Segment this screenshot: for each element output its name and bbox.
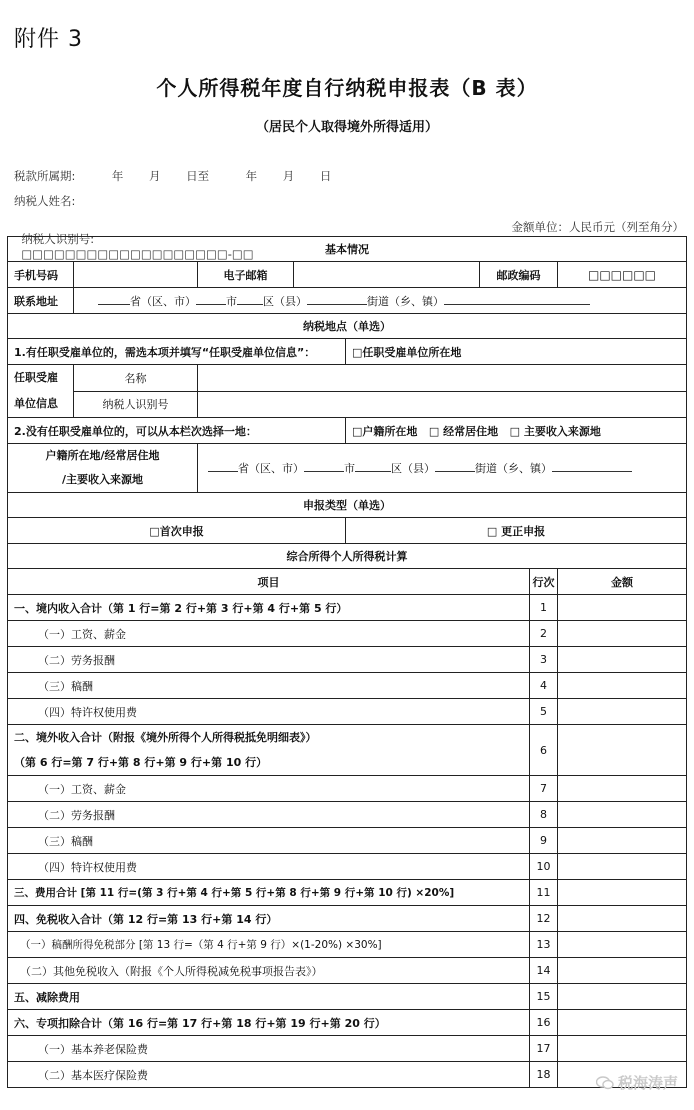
section-tax-place: 纳税地点（单选） [8, 314, 687, 339]
first-declaration-checkbox[interactable]: □首次申报 [8, 518, 346, 544]
place-options [346, 418, 687, 444]
table-row [8, 932, 687, 958]
place-city: 市 [344, 462, 355, 475]
taxpayer-id-label: 纳税人识别号: [21, 232, 95, 246]
calc-row-number: 17 [530, 1036, 558, 1062]
table-row [8, 958, 687, 984]
watermark [596, 1072, 678, 1093]
employer-id-label: 纳税人识别号 [74, 391, 198, 418]
section-basic: 基本情况 [8, 237, 687, 262]
calc-row-number: 18 [530, 1062, 558, 1088]
email-label: 电子邮箱 [198, 262, 294, 288]
amount-field[interactable] [558, 984, 687, 1010]
amount-field[interactable] [558, 906, 687, 932]
amount-field[interactable] [558, 595, 687, 621]
calc-row-number: 13 [530, 932, 558, 958]
col-amount-header: 金额 [558, 569, 687, 595]
calc-row-number: 6 [530, 725, 558, 776]
amount-field[interactable] [558, 1010, 687, 1036]
tax-period: 税款所属期: 年 月 日至 年 月 日 [14, 169, 332, 183]
watermark-text: 税海涛声 [617, 1074, 678, 1092]
calc-row-number: 16 [530, 1010, 558, 1036]
table-row [8, 906, 687, 932]
calc-row-number: 15 [530, 984, 558, 1010]
calc-item: （二）劳务报酬 [8, 802, 530, 828]
amount-field[interactable] [558, 725, 687, 776]
address-county: 区（县） [263, 294, 307, 308]
calc-item: 一、境内收入合计（第 1 行=第 2 行+第 3 行+第 4 行+第 5 行） [8, 595, 530, 621]
address-city: 市 [226, 294, 237, 308]
table-row [8, 880, 687, 906]
currency-unit: 金额单位：人民币元（列至角分） [511, 220, 684, 234]
address-street: 街道（乡、镇） [367, 294, 444, 308]
col-item-header: 项目 [8, 569, 530, 595]
calc-row-number: 5 [530, 699, 558, 725]
calc-item: （二）其他免税收入（附报《个人所得税减免税事项报告表》） [8, 958, 530, 984]
amount-field[interactable] [558, 880, 687, 906]
employer-name-label: 名称 [74, 365, 198, 392]
calc-row-number: 2 [530, 621, 558, 647]
table-row [8, 984, 687, 1010]
employer-info-label-line2: 单位信息 [14, 397, 58, 410]
address-field[interactable] [74, 288, 687, 314]
calc-item-line1: 二、境外收入合计（附报《境外所得个人所得税抵免明细表》） [14, 731, 317, 744]
amount-field[interactable] [558, 673, 687, 699]
table-row [8, 776, 687, 802]
amount-field[interactable] [558, 802, 687, 828]
calc-row-number: 3 [530, 647, 558, 673]
place-address-label-line1: 户籍所在地/经常居住地 [45, 449, 160, 462]
calc-item: （二）基本医疗保险费 [8, 1062, 530, 1088]
table-row [8, 621, 687, 647]
chat-bubble-icon [596, 1076, 614, 1090]
calc-row-number: 14 [530, 958, 558, 984]
place-street: 街道（乡、镇） [475, 462, 552, 475]
income-source-checkbox[interactable]: □ 主要收入来源地 [509, 424, 601, 438]
calc-item: （一）稿酬所得免税部分 [第 13 行=（第 4 行+第 9 行）×(1-20%) ×30%] [8, 932, 530, 958]
table-row [8, 647, 687, 673]
calc-row-number: 4 [530, 673, 558, 699]
employer-location-checkbox[interactable]: □任职受雇单位所在地 [346, 339, 687, 365]
table-row [8, 802, 687, 828]
table-row [8, 699, 687, 725]
household-checkbox[interactable]: □户籍所在地 [352, 424, 418, 438]
amount-field[interactable] [558, 621, 687, 647]
correction-declaration-checkbox[interactable]: □ 更正申报 [346, 518, 687, 544]
employer-info-label-line1: 任职受雇 [14, 371, 58, 384]
employer-id-field[interactable] [198, 391, 687, 418]
calc-item: 三、费用合计 [第 11 行=(第 3 行+第 4 行+第 5 行+第 8 行+第 9 行+第 10 行) ×20%] [8, 880, 530, 906]
place-province: 省（区、市） [238, 462, 304, 475]
calc-row-number: 7 [530, 776, 558, 802]
calc-row-number: 10 [530, 854, 558, 880]
table-row [8, 725, 687, 776]
section-declaration-type: 申报类型（单选） [8, 493, 687, 518]
amount-field[interactable] [558, 647, 687, 673]
section-tax-calc: 综合所得个人所得税计算 [8, 544, 687, 569]
calc-row-number: 1 [530, 595, 558, 621]
amount-field[interactable] [558, 1036, 687, 1062]
calc-item [8, 725, 530, 776]
place-question-1: 1.有任职受雇单位的，需选本项并填写“任职受雇单位信息”： [8, 339, 346, 365]
employer-info-label [8, 365, 74, 418]
calc-row-number: 9 [530, 828, 558, 854]
declaration-form-table [7, 236, 687, 1088]
place-question-2: 2.没有任职受雇单位的，可以从本栏次选择一地： [8, 418, 346, 444]
place-address-field[interactable] [198, 444, 687, 493]
taxpayer-name-label: 纳税人姓名: [14, 194, 76, 208]
phone-label: 手机号码 [8, 262, 74, 288]
place-county: 区（县） [391, 462, 435, 475]
calc-item: （四）特许权使用费 [8, 854, 530, 880]
table-row [8, 1062, 687, 1088]
address-province: 省（区、市） [130, 294, 196, 308]
calc-item: （四）特许权使用费 [8, 699, 530, 725]
table-row [8, 1036, 687, 1062]
amount-field[interactable] [558, 699, 687, 725]
taxpayer-id-boxes[interactable]: □□□□□□□□□□□□□□□□□□□-□□ [21, 247, 254, 261]
calc-row-number: 12 [530, 906, 558, 932]
table-row [8, 828, 687, 854]
calc-item: 五、减除费用 [8, 984, 530, 1010]
residence-checkbox[interactable]: □ 经常居住地 [428, 424, 499, 438]
calc-row-number: 11 [530, 880, 558, 906]
employer-name-field[interactable] [198, 365, 687, 392]
table-row [8, 595, 687, 621]
amount-field[interactable] [558, 828, 687, 854]
form-title: 个人所得税年度自行纳税申报表（B 表） [156, 76, 538, 100]
col-row-header: 行次 [530, 569, 558, 595]
place-address-label [8, 444, 198, 493]
amount-field[interactable] [558, 958, 687, 984]
phone-field[interactable] [74, 262, 198, 288]
calc-item: 六、专项扣除合计（第 16 行=第 17 行+第 18 行+第 19 行+第 20 行） [8, 1010, 530, 1036]
calc-item: （一）工资、薪金 [8, 776, 530, 802]
attachment-label: 附件 3 [14, 27, 83, 52]
calc-item: （二）劳务报酬 [8, 647, 530, 673]
calc-item: （三）稿酬 [8, 673, 530, 699]
calc-item: （一）基本养老保险费 [8, 1036, 530, 1062]
calc-item: （一）工资、薪金 [8, 621, 530, 647]
table-row [8, 1010, 687, 1036]
calc-item: （三）稿酬 [8, 828, 530, 854]
postcode-label: 邮政编码 [480, 262, 558, 288]
table-row [8, 673, 687, 699]
amount-field[interactable] [558, 776, 687, 802]
calc-row-number: 8 [530, 802, 558, 828]
form-subtitle: （居民个人取得境外所得适用） [255, 120, 438, 135]
amount-field[interactable] [558, 854, 687, 880]
amount-field[interactable] [558, 932, 687, 958]
table-row [8, 854, 687, 880]
calc-item: 四、免税收入合计（第 12 行=第 13 行+第 14 行） [8, 906, 530, 932]
email-field[interactable] [294, 262, 480, 288]
address-label: 联系地址 [8, 288, 74, 314]
calc-item-line2: （第 6 行=第 7 行+第 8 行+第 9 行+第 10 行） [14, 756, 268, 769]
place-address-label-line2: /主要收入来源地 [61, 473, 144, 486]
postcode-boxes[interactable]: □□□□□□ [558, 262, 687, 288]
